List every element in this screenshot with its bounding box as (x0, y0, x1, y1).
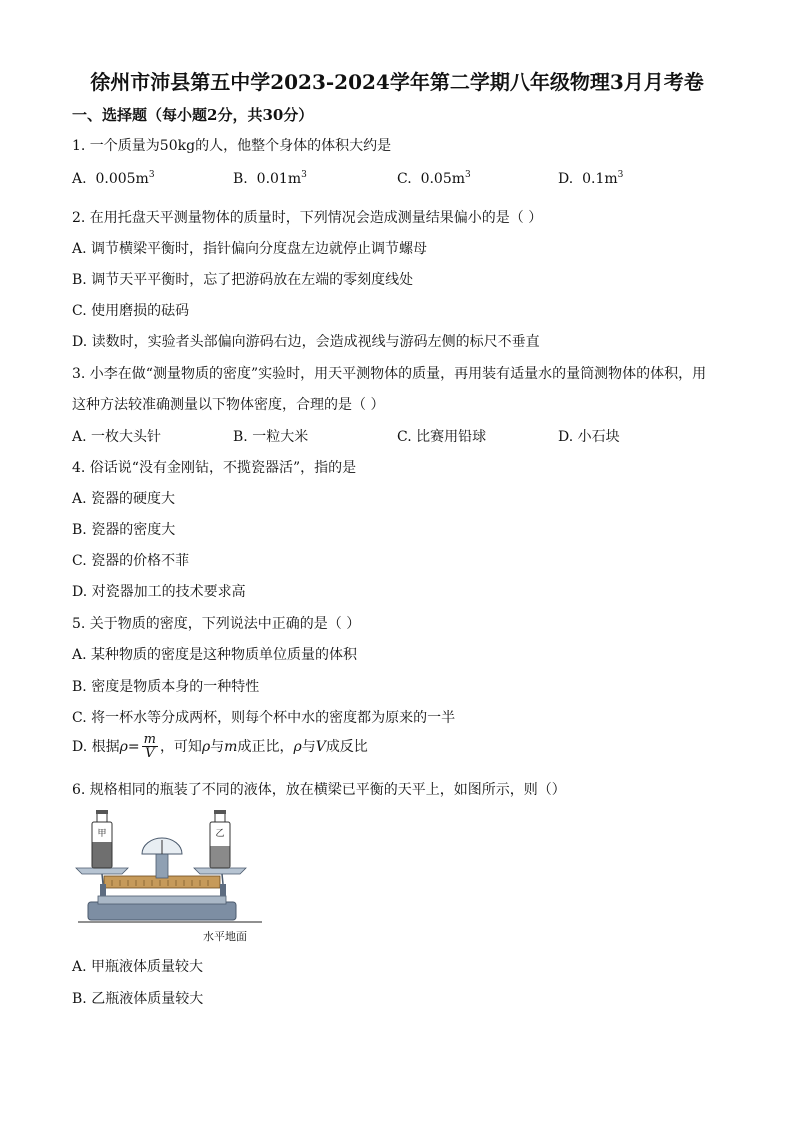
superscript: 3 (148, 170, 155, 180)
center-pillar (156, 854, 168, 878)
density-formula (142, 733, 158, 761)
q4-option-c: C. 瓷器的价格不菲 (72, 553, 190, 569)
question-6-stem: 6. 规格相同的瓶装了不同的液体，放在横梁已平衡的天平上，如图所示，则（） (72, 782, 566, 798)
right-pan (194, 868, 246, 874)
question-3-stem-line1: 3. 小李在做“测量物质的密度”实验时，用天平测物体的质量，再用装有适量水的量筒测物体的体积，用 (72, 366, 707, 382)
q5-option-a: A. 某种物质的密度是这种物质单位质量的体积 (72, 647, 358, 663)
option-value: 0.005m (95, 171, 149, 187)
left-post (100, 884, 106, 896)
q3-option-a: A. 一枚大头针 (72, 429, 162, 445)
bottle-jia-liquid (93, 842, 112, 868)
scale-base-top (98, 896, 226, 904)
option-text: 与 (301, 739, 316, 755)
option-text: ，可知 (159, 739, 202, 755)
rho-symbol: ρ (119, 739, 128, 755)
q1-option-c (397, 170, 471, 187)
left-pan (76, 868, 128, 874)
option-value: 0.1m (582, 171, 618, 187)
q5-option-d (72, 733, 368, 761)
option-text: 成反比 (325, 739, 368, 755)
formula-denominator: V (145, 746, 155, 761)
option-label: C. (397, 171, 412, 187)
superscript: 3 (465, 170, 471, 180)
q1-option-a (72, 170, 155, 187)
rho-symbol: ρ (293, 739, 302, 755)
option-label: D. (558, 171, 574, 187)
question-2-stem: 2. 在用托盘天平测量物体的质量时，下列情况会造成测量结果偏小的是（ ） (72, 210, 543, 226)
q2-option-a: A. 调节横梁平衡时，指针偏向分度盘左边就停止调节螺母 (72, 241, 428, 257)
option-text: D. 根据 (72, 739, 120, 755)
figure-caption: 水平地面 (203, 930, 247, 943)
option-value: 0.05m (420, 171, 466, 187)
q6-option-a: A. 甲瓶液体质量较大 (72, 959, 204, 975)
formula-numerator: m (143, 732, 156, 747)
option-text: 与 (210, 739, 225, 755)
section-heading: 一、选择题（每小题2分，共30分） (72, 106, 314, 124)
q4-option-b: B. 瓷器的密度大 (72, 522, 176, 538)
question-4-stem: 4. 俗话说“没有金刚钻，不揽瓷器活”，指的是 (72, 460, 357, 476)
page-title: 徐州市沛县第五中学2023-2024学年第二学期八年级物理3月月考卷 (90, 70, 704, 94)
bottle-jia-label: 甲 (97, 829, 107, 839)
q1-option-b (233, 170, 307, 187)
superscript: 3 (301, 170, 307, 180)
option-text: 成正比， (237, 739, 294, 755)
mass-symbol: m (224, 739, 238, 755)
bottle-yi-label: 乙 (215, 829, 225, 839)
q4-option-d: D. 对瓷器加工的技术要求高 (72, 584, 246, 600)
volume-symbol: V (315, 739, 326, 755)
option-label: A. (72, 171, 87, 187)
q6-option-b: B. 乙瓶液体质量较大 (72, 991, 204, 1007)
q2-option-b: B. 调节天平平衡时，忘了把游码放在左端的零刻度线处 (72, 272, 414, 288)
q2-option-d: D. 读数时，实验者头部偏向游码右边，会造成视线与游码左侧的标尺不垂直 (72, 334, 540, 350)
question-1-stem: 1. 一个质量为50kg的人，他整个身体的体积大约是 (72, 138, 392, 154)
q4-option-a: A. 瓷器的硬度大 (72, 491, 176, 507)
q5-option-c: C. 将一杯水等分成两杯，则每个杯中水的密度都为原来的一半 (72, 710, 456, 726)
bottle-yi-liquid (211, 846, 230, 868)
option-value: 0.01m (256, 171, 302, 187)
right-post (220, 884, 226, 896)
equals-sign: = (127, 739, 140, 755)
q1-option-d (558, 170, 623, 187)
q3-option-d: D. 小石块 (558, 429, 620, 445)
superscript: 3 (617, 170, 624, 180)
rho-symbol: ρ (201, 739, 211, 755)
q3-option-b: B. 一粒大米 (233, 429, 309, 445)
option-label: B. (233, 171, 248, 187)
question-3-stem-line2: 这种方法较准确测量以下物体密度，合理的是（ ） (72, 397, 385, 413)
q3-option-c: C. 比赛用铅球 (397, 429, 487, 445)
scale-base (88, 902, 236, 920)
q5-option-b: B. 密度是物质本身的一种特性 (72, 679, 260, 695)
q2-option-c: C. 使用磨损的砝码 (72, 303, 190, 319)
balance-scale-figure (70, 808, 270, 948)
question-5-stem: 5. 关于物质的密度，下列说法中正确的是（ ） (72, 616, 361, 632)
